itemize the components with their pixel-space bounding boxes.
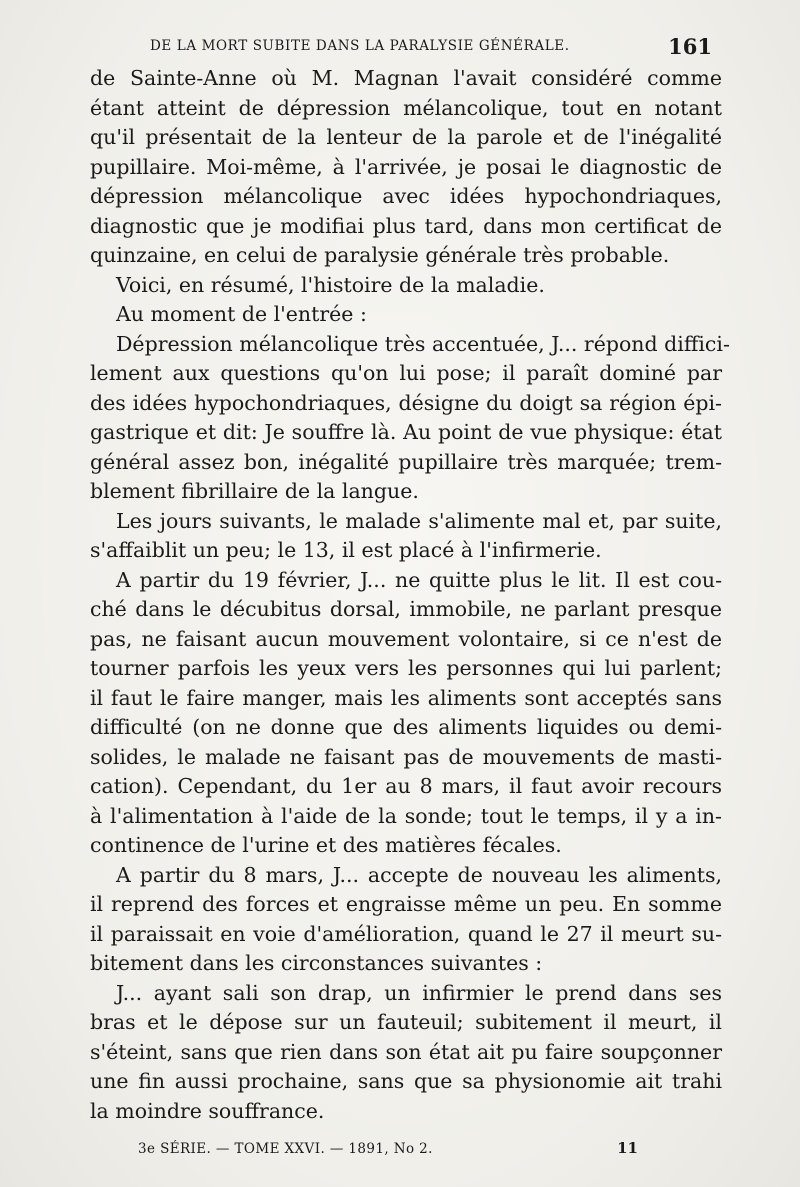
- page-footer: [138, 1139, 638, 1163]
- text-line: bitement dans les circonstances suivantes :: [90, 951, 543, 975]
- text-line: A partir du 8 mars, J... accepte de nouveau les aliments,: [116, 862, 722, 887]
- text-line: des idées hypochondriaques, désigne du doigt sa région épi-: [90, 390, 722, 415]
- text-line: A partir du 19 février, J... ne quitte plus le lit. Il est cou-: [116, 567, 722, 592]
- text-line: la moindre souffrance.: [90, 1098, 325, 1123]
- text-line: qu'il présentait de la lenteur de la parole et de l'inégalité: [90, 125, 722, 149]
- text-line: Voici, en résumé, l'histoire de la maladie.: [116, 272, 545, 297]
- text-line: une fin aussi prochaine, sans que sa physionomie ait trahi: [90, 1069, 722, 1093]
- text-line: il paraissait en voie d'amélioration, quand le 27 il meurt su-: [90, 921, 722, 946]
- text-line: bras et le dépose sur un fauteuil; subitement il meurt, il: [90, 1010, 722, 1034]
- text-line: tourner parfois les yeux vers les personnes qui lui parlent;: [90, 656, 722, 680]
- text-line: Dépression mélancolique très accentuée, J... répond diffici-: [116, 331, 730, 356]
- text-line: pas, ne faisant aucun mouvement volontaire, si ce n'est de: [90, 626, 722, 651]
- text-line: s'affaiblit un peu; le 13, il est placé à l'infirmerie.: [90, 538, 602, 562]
- text-line: gastrique et dit: Je souffre là. Au point de vue physique: état: [90, 420, 722, 444]
- page-number: 161: [668, 34, 712, 59]
- text-line: à l'alimentation à l'aide de la sonde; tout le temps, il y a in-: [90, 803, 722, 828]
- text-line: général assez bon, inégalité pupillaire très marquée; trem-: [90, 449, 722, 474]
- text-line: étant atteint de dépression mélancolique, tout en notant: [90, 95, 722, 120]
- text-line: cation). Cependant, du 1er au 8 mars, il faut avoir recours: [90, 774, 722, 798]
- text-line: s'éteint, sans que rien dans son état ait pu faire soupçonner: [90, 1039, 722, 1064]
- series-signature: 3e SÉRIE. — TOME XXVI. — 1891, No 2.: [138, 1141, 433, 1157]
- text-line: de Sainte-Anne où M. Magnan l'avait considéré comme: [90, 66, 722, 90]
- text-line: solides, le malade ne faisant pas de mouvements de masti-: [90, 744, 722, 769]
- text-line: lement aux questions qu'on lui pose; il paraît dominé par: [90, 361, 722, 385]
- sheet-number: 11: [617, 1139, 638, 1157]
- text-line: difficulté (on ne donne que des aliments liquides ou demi-: [90, 715, 722, 739]
- body-text: [90, 64, 730, 1131]
- text-line: pupillaire. Moi-même, à l'arrivée, je posai le diagnostic de: [90, 154, 722, 179]
- page-header: [150, 34, 712, 58]
- text-line: J... ayant sali son drap, un infirmier le prend dans ses: [116, 980, 722, 1005]
- text-line: ché dans le décubitus dorsal, immobile, ne parlant presque: [90, 597, 722, 621]
- text-line: Les jours suivants, le malade s'alimente mal et, par suite,: [116, 508, 722, 533]
- text-line: continence de l'urine et des matières fécales.: [90, 833, 562, 857]
- text-line: quinzaine, en celui de paralysie générale très probable.: [90, 243, 670, 267]
- text-line: il faut le faire manger, mais les aliments sont acceptés sans: [90, 685, 722, 710]
- text-line: dépression mélancolique avec idées hypochondriaques,: [90, 184, 722, 208]
- running-title: DE LA MORT SUBITE DANS LA PARALYSIE GÉNÉRALE.: [150, 38, 570, 54]
- text-line: Au moment de l'entrée :: [116, 302, 367, 326]
- text-line: blement fibrillaire de la langue.: [90, 479, 419, 503]
- text-line: diagnostic que je modifiai plus tard, dans mon certificat de: [90, 213, 722, 238]
- text-line: il reprend des forces et engraisse même un peu. En somme: [90, 892, 722, 916]
